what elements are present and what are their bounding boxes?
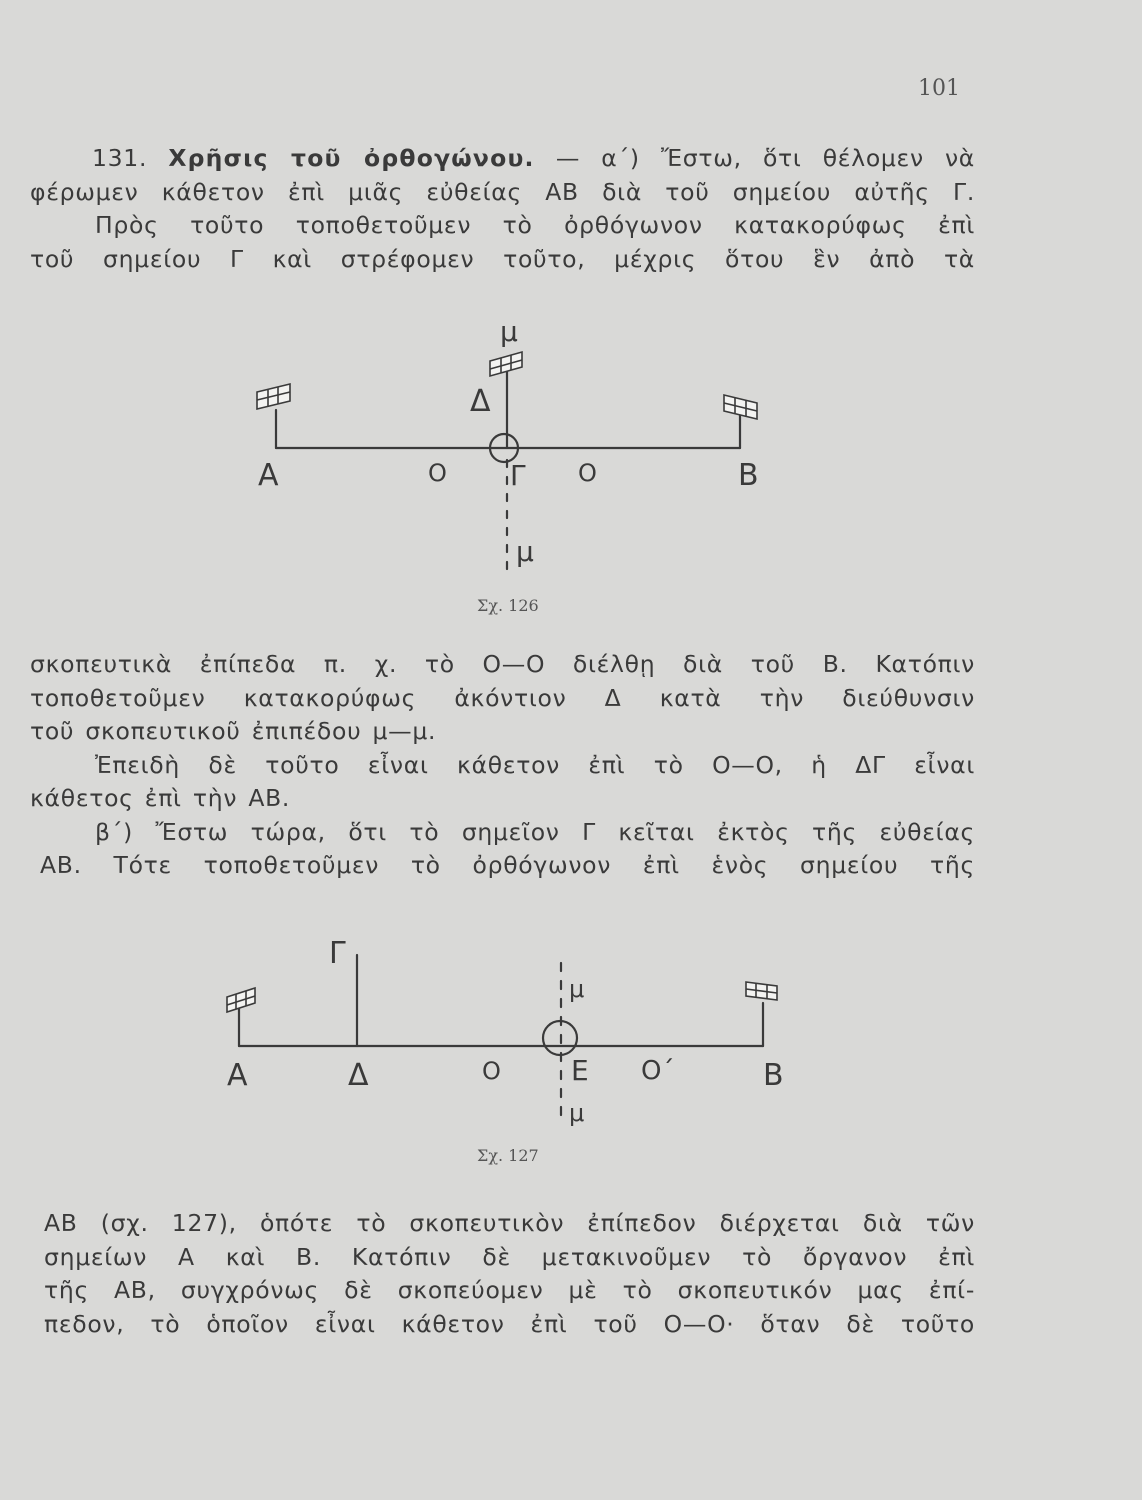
figure-126 [240,315,780,620]
para1-line3: Πρὸς τοῦτο τοποθετοῦμεν τὸ ὀρθόγωνον κατακορύφως ἐπὶ [95,211,975,239]
label-a: Α [227,1058,248,1093]
para2-line3: τοῦ σκοπευτικοῦ ἐπιπέδου μ—μ. [30,717,437,745]
para1-line1 [30,142,975,176]
label-b: Β [763,1058,784,1093]
label-mu-bottom: μ [516,535,534,568]
para2-line6: β΄) Ἔστω τώρα, ὅτι τὸ σημεῖον Γ κεῖται ἐκτὸς τῆς εὐθείας [95,817,975,846]
para2-line4: Ἐπειδὴ δὲ τοῦτο εἶναι κάθετον ἐπὶ τὸ Ο—Ο, ἡ ΔΓ εἶναι [95,750,975,779]
para2-line5: κάθετος ἐπὶ τὴν ΑΒ. [30,784,291,812]
page-number: 101 [918,76,960,101]
flag-a [257,384,290,409]
label-o-prime: Ο΄ [641,1056,675,1086]
flag-b [746,982,777,1000]
label-delta: Δ [348,1058,369,1093]
label-mu-top: μ [569,975,585,1003]
label-gamma: Γ [329,936,346,971]
para1-line4: τοῦ σημείου Γ καὶ στρέφομεν τοῦτο, μέχρις ὅτου ἓν ἀπὸ τὰ [30,244,975,273]
section-number: 131. [92,144,148,172]
para2-line2: τοποθετοῦμεν κατακορύφως ἀκόντιον Δ κατὰ τὴν διεύθυνσιν [30,683,975,712]
paragraph-3 [44,1207,975,1341]
label-o-left: Ο [428,459,447,487]
label-delta: Δ [470,384,491,419]
para3-line3: τῆς ΑΒ, συγχρόνως δὲ σκοπεύομεν μὲ τὸ σκοπευτικόν μας ἐπί- [44,1276,975,1304]
label-mu-top: μ [500,315,518,348]
label-b: Β [738,458,759,493]
label-o-right: Ο [578,459,597,487]
para2-line1: σκοπευτικὰ ἐπίπεδα π. χ. τὸ Ο—Ο διέλθῃ διὰ τοῦ Β. Κατόπιν [30,650,975,678]
label-e: Ε [571,1054,589,1087]
para3-line2: σημείων Α καὶ Β. Κατόπιν δὲ μετακινοῦμεν τὸ ὄργανον ἐπὶ [44,1242,975,1271]
label-mu-bottom: μ [569,1099,585,1127]
section-heading: Χρῆσις τοῦ ὀρθογώνου. [168,144,535,172]
para1-line2: φέρωμεν κάθετον ἐπὶ μιᾶς εὐθείας ΑΒ διὰ τοῦ σημείου αὐτῆς Γ. [30,177,975,206]
figure-126-diagram [240,315,780,620]
figure-126-caption: Σχ. 126 [477,596,539,615]
label-gamma: Γ [510,459,526,492]
figure-127 [215,935,815,1170]
label-o: Ο [482,1057,501,1085]
paragraph-131 [30,142,975,276]
para1-line1-rest: — α΄) Ἔστω, ὅτι θέλομεν νὰ [555,144,975,172]
para3-line4: πεδον, τὸ ὁποῖον εἶναι κάθετον ἐπὶ τοῦ Ο—Ο· ὅταν δὲ τοῦτο [44,1309,975,1338]
flag-a [227,988,255,1012]
para2-line7: ΑΒ. Τότε τοποθετοῦμεν τὸ ὀρθόγωνον ἐπὶ ἑνὸς σημείου τῆς [40,851,975,879]
label-a: Α [258,458,279,493]
figure-127-caption: Σχ. 127 [477,1146,539,1165]
para3-line1: ΑΒ (σχ. 127), ὁπότε τὸ σκοπευτικὸν ἐπίπεδον διέρχεται διὰ τῶν [44,1209,975,1237]
figure-127-diagram [215,935,815,1170]
flag-b [724,395,757,419]
paragraph-2 [30,648,975,883]
